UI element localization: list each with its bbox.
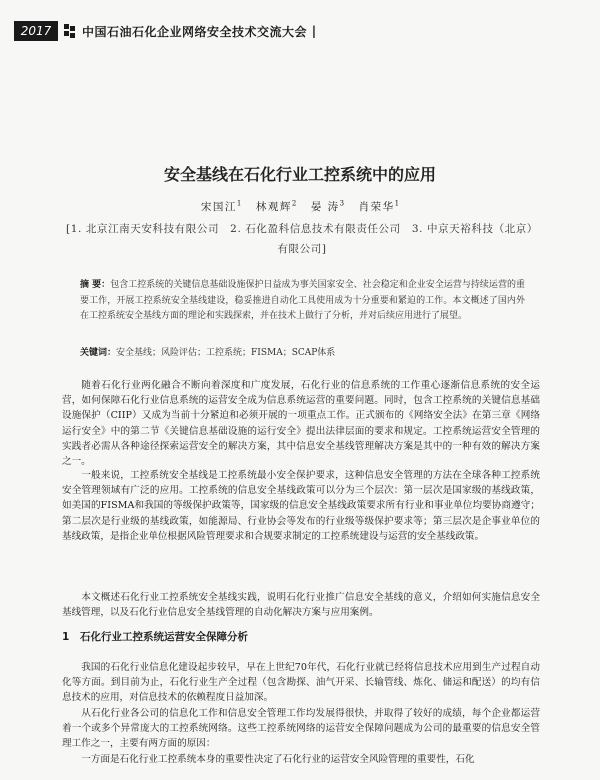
body-paragraph (62, 706, 540, 752)
author-affil-mark: 1 (236, 199, 242, 208)
body-paragraph (62, 752, 540, 776)
abstract-label: 摘 要： (80, 280, 111, 290)
paragraph-text: 一般来说，工控系统安全基线是工控系统最小安全保护要求，这种信息安全管理的方法在全球各种工控系统安全管理领域有广泛的应用。工控系统的信息安全基线政策可以分为三个层次：第一层次是国家级的基线政策，如美国的FISMA和我国的等级保护政策等，国家级的信息安全基线政策要求所有行业和事业单位均要协商遵守；第二层次是行业级的基线政策，如能源局、行业协会等发布的行业级等级保护要求等；第三层次是企事业单位的基线政策，是指企业单位根据风险管理要求和合规要求制定的工控系统建设与运营的安全基线政策。 (62, 470, 540, 542)
paragraph-text: 一方面是石化行业工控系统本身的重要性决定了石化行业的运营安全风险管理的重要性，石化 (81, 754, 475, 765)
keywords (80, 345, 525, 358)
author-name: 宋国江 (200, 201, 237, 213)
paragraph-text: 随着石化行业两化融合不断向着深度和广度发展，石化行业的信息系统的工作重心逐渐信息系统的安全运营，如何保障石化行业信息系统的运营安全成为信息系统运营的重要问题。同时，包含工控系统的关键信息基础设施保护（CIIP）又成为当前十分紧迫和必须开展的一项重点工作。正式颁布的《网络安全法》在第三章《网络运行安全》中的第二节《关键信息基础设施的运行安全》提出法律层面的要求和规定。工控系统运营安全管理的实践者必需从各种途径探索运营安全的解决方案，其中信息安全基线管理解决方案是其中的一种有效的解决方案之一。 (62, 380, 540, 468)
keywords-text: 安全基线；风险评估；工控系统；FISMA；SCAP体系 (116, 348, 336, 358)
keywords-label: 关键词： (80, 348, 117, 358)
author-name: 肖荣华 (358, 201, 395, 213)
author-affil-mark: 1 (394, 199, 400, 208)
conference-logo-icon (64, 24, 76, 38)
body-paragraph (62, 468, 540, 544)
author-list (0, 199, 600, 214)
running-header (14, 20, 317, 42)
year-badge: 2017 (14, 21, 58, 41)
body-paragraph (62, 378, 540, 469)
section-title: 石化行业工控系统运营安全保障分析 (80, 631, 248, 643)
body-paragraph (62, 660, 540, 706)
affiliations: [1. 北京江南天安科技有限公司 2. 石化盈科信息技术有限责任公司 3. 中京天裕科技（北京）有限公司] (66, 223, 538, 255)
paragraph-text: 我国的石化行业信息化建设起步较早，早在上世纪70年代，石化行业就已经将信息技术应用到生产过程自动化等方面。到目前为止，石化行业生产全过程（包含勘探、油气开采、长输管线、炼化、储运和配送）的均有信息技术的应用，对信息技术的依赖程度日益加深。 (62, 662, 540, 704)
paragraph-text: 从石化行业各公司的信息化工作和信息安全管理工作均发展得很快，并取得了较好的成绩，每个企业都运营着一个或多个异常庞大的工控系统网络。这些工控系统网络的运营安全保障问题成为公司的最重要的信息安全管理工作之一，主要有两方面的原因： (62, 708, 540, 750)
author-affil-mark: 2 (291, 199, 297, 208)
abstract-text: 包含工控系统的关键信息基础设施保护日益成为事关国家安全、社会稳定和企业安全运营与持续运营的重要工作，开展工控系统安全基线建设，稳妥推进自动化工具使用成为十分重要和紧迫的工作。本文概述了国内外在工控系统安全基线方面的理论和实践探索，并在技术上做行了分析，并对后续应用进行了展望。 (80, 280, 525, 321)
paragraph-text: 本文概述石化行业工控系统安全基线实践，说明石化行业推广信息安全基线的意义，介绍如何实施信息安全基线管理，以及石化行业信息安全基线管理的自动化解决方案与应用案例。 (62, 592, 540, 619)
paper-title: 安全基线在石化行业工控系统中的应用 (163, 165, 436, 184)
section-heading (62, 629, 248, 644)
section-number: 1 (62, 631, 70, 643)
author-name: 晏 涛 (310, 201, 340, 213)
author-affil-mark: 3 (339, 199, 345, 208)
header-end-mark: | (307, 24, 317, 38)
author-name: 林观辉 (255, 201, 292, 213)
conference-title: 中国石油石化企业网络安全技术交流大会 (82, 24, 308, 39)
body-paragraph (62, 590, 540, 620)
abstract (80, 278, 525, 325)
